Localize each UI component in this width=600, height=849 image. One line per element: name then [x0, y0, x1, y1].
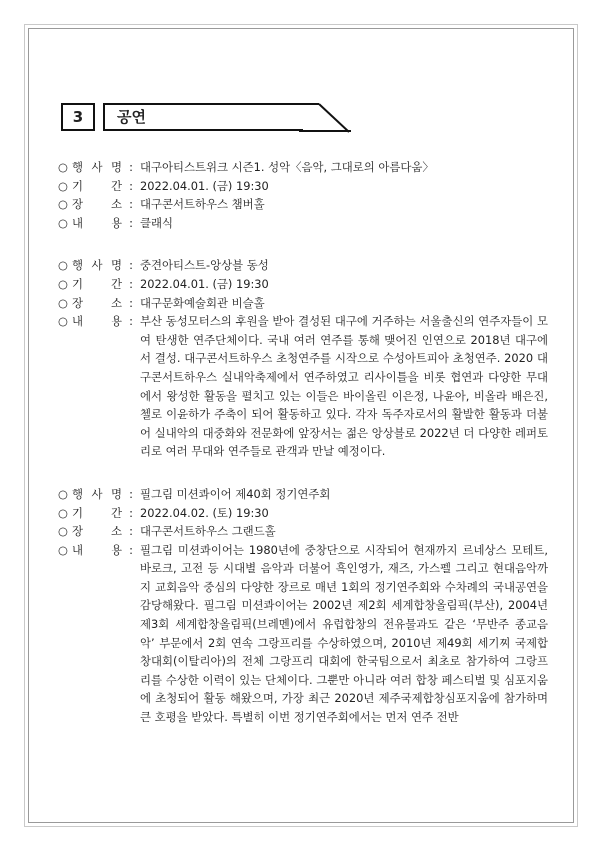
content-row: ○ 내 용 : 필그림 미션콰이어는 1980년에 중창단으로 시작되어 현재까지 르네상스 모테트, 바로크, 고전 등 시대별 음악과 더불어 흑인영가, 재즈, 가스펠 그리고 현대음악까지 교회음악 중심의 다양한 장르로 매년 1회의 정기연주회와 수차례의 국내공연을 감당해왔다. 필그림 미션콰이어는 2002년 제2회 세계합창올림픽(부산), 2004년 제3회 세계합창올림픽(브레멘)에서 유럽합창의 전유물과도 같은 ‘무반주 종교음악’ 부문에서 2회 연속 그랑프리를 수상하였으며, 2010년 제49회 세기찌 국제합창대회(이탈리아)의 전체 그랑프리 대회에 한국팀으로서 최초로 참가하여 그랑프리를 수상한 이력이 있는 단체이다. 그뿐만 아니라 여러 합창 페스티벌 및 심포지움에 초청되어 활동 해왔으며, 가장 최근 2020년 제주국제합창심포지움에 참가하며 큰 호평을 받았다. 특별히 이번 정기연주회에서는 먼저 연주 전반	[58, 541, 548, 727]
date-row: ○ 기 간 : 2022.04.01. (금) 19:30	[58, 177, 548, 196]
place-label: 장 소	[72, 197, 122, 212]
section-number: 3	[61, 103, 95, 131]
date-row: ○ 기 간 : 2022.04.01. (금) 19:30	[58, 275, 548, 294]
name-label: 행 사 명	[72, 258, 122, 273]
content-label: 내 용	[72, 542, 122, 557]
event-place: 대구문화예술회관 비슬홀	[140, 295, 265, 310]
place-row: ○ 장 소 : 대구콘서트하우스 그랜드홀	[58, 522, 548, 541]
place-row: ○ 장 소 : 대구콘서트하우스 챔버홀	[58, 195, 548, 214]
event-name: 필그림 미션콰이어 제40회 정기연주회	[140, 486, 331, 501]
event-date: 2022.04.01. (금) 19:30	[140, 276, 269, 291]
circle-bullet-icon: ○	[58, 178, 68, 193]
place-label: 장 소	[72, 295, 122, 310]
name-label: 행 사 명	[72, 160, 122, 174]
place-row: ○ 장 소 : 대구문화예술회관 비슬홀	[58, 294, 548, 313]
performance-entry	[58, 256, 548, 461]
circle-bullet-icon: ○	[58, 314, 68, 329]
header-slant-decoration	[299, 103, 351, 133]
circle-bullet-icon: ○	[58, 524, 68, 539]
date-row: ○ 기 간 : 2022.04.02. (토) 19:30	[58, 504, 548, 523]
circle-bullet-icon: ○	[58, 505, 68, 520]
name-row: ○ 행 사 명 : 필그림 미션콰이어 제40회 정기연주회	[58, 485, 548, 504]
event-date: 2022.04.02. (토) 19:30	[140, 505, 269, 520]
name-row: ○ 행 사 명 : 대구아티스트위크 시즌1. 성악〈음악, 그대로의 아름다움〉	[58, 158, 548, 177]
place-label: 장 소	[72, 524, 122, 539]
event-content: 부산 동성모터스의 후원을 받아 결성된 대구에 거주하는 서울출신의 연주자들이 모여 탄생한 연주단체이다. 국내 여러 연주를 통해 맺어진 인연으로 2018년 대구에서 결성. 대구콘서트하우스 초청연주를 시작으로 수성아트피아 초청연주. 2020 대구콘서트하우스 실내악축제에서 연주하였고 리사이틀을 비롯 협연과 다양한 무대에서 왕성한 활동을 펼치고 있는 이들은 바이올린 이은정, 나윤아, 비올라 배은진, 첼로 이윤하가 주축이 되어 활동하고 있다. 각자 독주자로서의 활발한 활동과 더불어 실내악의 대중화와 전문화에 앞장서는 젊은 앙상블로 2022년 더 다양한 레퍼토리로 여러 무대와 연주들로 관객과 만날 예정이다.	[140, 314, 548, 459]
performance-entry	[58, 158, 548, 232]
event-date: 2022.04.01. (금) 19:30	[140, 178, 269, 193]
section-header	[61, 103, 351, 133]
performance-list	[58, 158, 548, 751]
section-title: 공연	[103, 103, 303, 131]
content-row: ○ 내 용 : 클래식	[58, 214, 548, 233]
event-place: 대구콘서트하우스 그랜드홀	[140, 524, 276, 539]
date-label: 기 간	[72, 505, 122, 520]
circle-bullet-icon: ○	[58, 276, 68, 291]
performance-entry	[58, 485, 548, 727]
content-row: ○ 내 용 : 부산 동성모터스의 후원을 받아 결성된 대구에 거주하는 서울출신의 연주자들이 모여 탄생한 연주단체이다. 국내 여러 연주를 통해 맺어진 인연으로 2018년 대구에서 결성. 대구콘서트하우스 초청연주를 시작으로 수성아트피아 초청연주. 2020 대구콘서트하우스 실내악축제에서 연주하였고 리사이틀을 비롯 협연과 다양한 무대에서 왕성한 활동을 펼치고 있는 이들은 바이올린 이은정, 나윤아, 비올라 배은진, 첼로 이윤하가 주축이 되어 활동하고 있다. 각자 독주자로서의 활발한 활동과 더불어 실내악의 대중화와 전문화에 앞장서는 젊은 앙상블로 2022년 더 다양한 레퍼토리로 여러 무대와 연주들로 관객과 만날 예정이다.	[58, 312, 548, 461]
date-label: 기 간	[72, 178, 122, 193]
circle-bullet-icon: ○	[58, 197, 68, 212]
circle-bullet-icon: ○	[58, 258, 68, 273]
event-place: 대구콘서트하우스 챔버홀	[140, 197, 265, 212]
name-row: ○ 행 사 명 : 중견아티스트-앙상블 동성	[58, 256, 548, 275]
circle-bullet-icon: ○	[58, 295, 68, 310]
event-name: 대구아티스트위크 시즌1. 성악〈음악, 그대로의 아름다움〉	[140, 160, 434, 174]
event-content: 필그림 미션콰이어는 1980년에 중창단으로 시작되어 현재까지 르네상스 모테트, 바로크, 고전 등 시대별 음악과 더불어 흑인영가, 재즈, 가스펠 그리고 현대음악까지 교회음악 중심의 다양한 장르로 매년 1회의 정기연주회와 수차례의 국내공연을 감당해왔다. 필그림 미션콰이어는 2002년 제2회 세계합창올림픽(부산), 2004년 제3회 세계합창올림픽(브레멘)에서 유럽합창의 전유물과도 같은 ‘무반주 종교음악’ 부문에서 2회 연속 그랑프리를 수상하였으며, 2010년 제49회 세기찌 국제합창대회(이탈리아)의 전체 그랑프리 대회에 한국팀으로서 최초로 참가하여 그랑프리를 수상한 이력이 있는 단체이다. 그뿐만 아니라 여러 합창 페스티벌 및 심포지움에 초청되어 활동 해왔으며, 가장 최근 2020년 제주국제합창심포지움에 참가하며 큰 호평을 받았다. 특별히 이번 정기연주회에서는 먼저 연주 전반	[140, 542, 548, 725]
circle-bullet-icon: ○	[58, 215, 68, 230]
event-name: 중견아티스트-앙상블 동성	[140, 258, 269, 273]
circle-bullet-icon: ○	[58, 486, 68, 501]
name-label: 행 사 명	[72, 486, 122, 501]
event-content: 클래식	[140, 215, 174, 230]
circle-bullet-icon: ○	[58, 542, 68, 557]
content-label: 내 용	[72, 314, 122, 329]
date-label: 기 간	[72, 276, 122, 291]
content-label: 내 용	[72, 215, 122, 230]
circle-bullet-icon: ○	[58, 160, 68, 174]
